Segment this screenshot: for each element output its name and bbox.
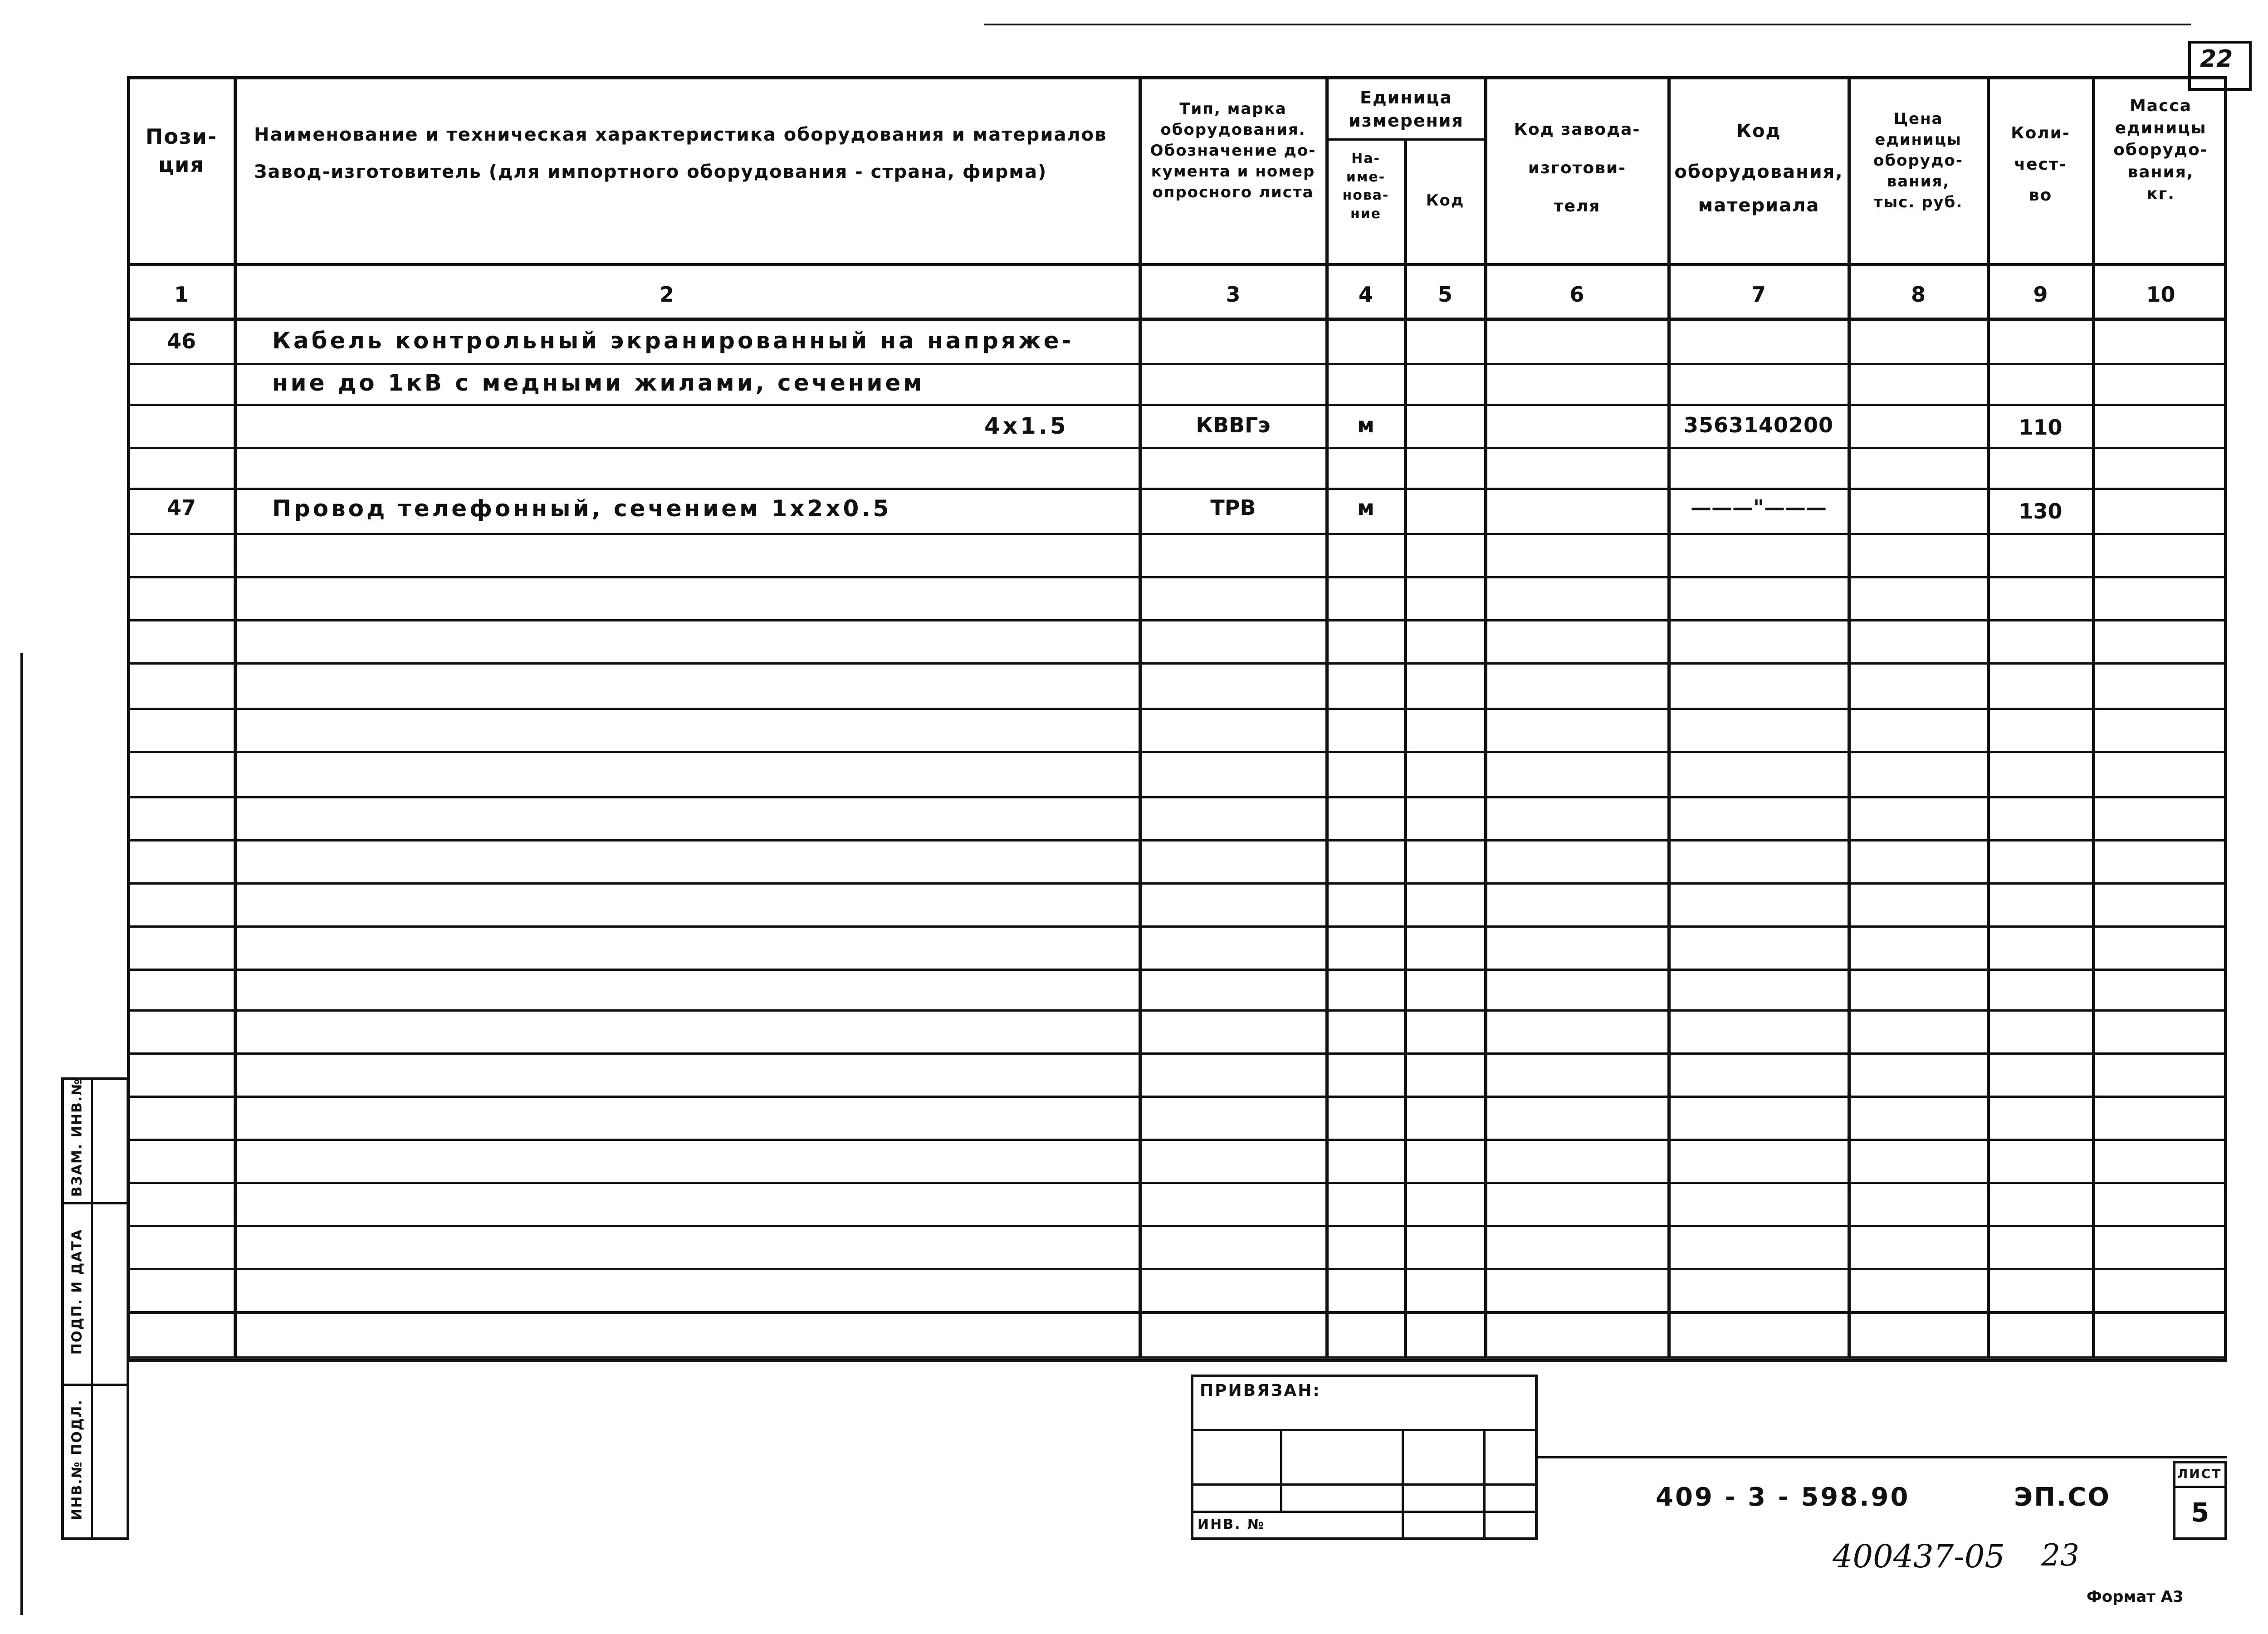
colnum-5: 5: [1437, 282, 1452, 307]
row-line: [127, 576, 2227, 578]
sheet-number: 5: [2191, 1497, 2211, 1528]
stamp-col: [1483, 1429, 1486, 1540]
stamp-col: [1280, 1429, 1282, 1511]
row-quantity: 110: [2019, 415, 2063, 440]
stamp-col: [1402, 1429, 1404, 1540]
row-line: [127, 796, 2227, 798]
stamp-line: [1191, 1483, 1538, 1486]
handwritten-number: 400437-05: [1833, 1538, 2005, 1575]
col-line-8: [1987, 76, 1990, 1358]
row-line: [127, 882, 2227, 885]
row-quantity: 130: [2019, 499, 2063, 523]
col-line-1: [234, 76, 237, 1358]
row-line: [127, 1052, 2227, 1055]
sheet-box-divider: [2173, 1486, 2227, 1488]
col-line-6: [1667, 76, 1671, 1358]
row-line: [127, 488, 2227, 490]
side-strip-line: [61, 1202, 129, 1204]
colnum-10: 10: [2146, 282, 2175, 307]
row-line: [127, 533, 2227, 535]
colnum-6: 6: [1569, 282, 1584, 307]
top-rule: [984, 24, 2191, 25]
col-line-4: [1404, 138, 1407, 1358]
unit-subheader-line: [1325, 138, 1486, 141]
row-line: [127, 1225, 2227, 1227]
row-name: Кабель контрольный экранированный на напряже-: [272, 328, 1074, 354]
header-unit-price: Цена единицы оборудо- вания, тыс. руб.: [1873, 110, 1963, 211]
row-line: [127, 839, 2227, 841]
attached-label: ПРИВЯЗАН:: [1200, 1381, 1321, 1400]
side-label-orig-inv: ИНВ.№ ПОДЛ.: [69, 1399, 85, 1520]
handwritten-page: 23: [2041, 1538, 2079, 1573]
colnum-8: 8: [1911, 282, 1926, 307]
row-equipment-code: 3563140200: [1683, 413, 1834, 437]
row-type: ТРВ: [1210, 495, 1256, 520]
specification-table-frame: [127, 76, 2227, 1362]
col-line-5: [1484, 76, 1487, 1358]
colnum-2: 2: [659, 282, 674, 307]
header-equipment-code: Код оборудования, материала: [1674, 121, 1843, 216]
header-name: Наименование и техническая характеристика оборудования и материалов Завод-изготовитель (для импортного оборудования - страна, фирма): [254, 124, 1107, 182]
header-unit-code: Код: [1426, 191, 1465, 210]
row-line: [127, 662, 2227, 665]
left-margin-line: [20, 653, 23, 1615]
side-strip-divider: [91, 1077, 93, 1540]
format-note: Формат А3: [2087, 1588, 2184, 1606]
colnum-3: 3: [1226, 282, 1241, 307]
row-line: [127, 1009, 2227, 1012]
row-position: 47: [166, 495, 196, 520]
row-name: ние до 1кВ с медными жилами, сечением: [272, 370, 925, 396]
col-line-3: [1325, 76, 1329, 1358]
stamp-line: [1191, 1511, 1538, 1513]
table-body-bottom-line: [127, 1311, 2227, 1314]
inv-label: ИНВ. №: [1198, 1517, 1266, 1532]
row-line: [127, 1356, 2227, 1359]
side-label-sign-date: ПОДП. И ДАТА: [69, 1228, 85, 1355]
document-code: 409 - 3 - 598.90: [1656, 1482, 1910, 1512]
sheet-label: ЛИСТ: [2177, 1466, 2222, 1481]
colnum-7: 7: [1751, 282, 1766, 307]
side-label-replaced-inv: ВЗАМ. ИНВ.№: [69, 1078, 85, 1197]
row-name-right: 4x1.5: [984, 413, 1069, 439]
stamp-line: [1191, 1429, 1538, 1431]
header-position: Пози- ция: [145, 124, 218, 177]
row-line: [127, 619, 2227, 621]
side-strip-line: [61, 1384, 129, 1386]
row-equipment-code: ———"———: [1691, 495, 1827, 520]
row-line: [127, 751, 2227, 753]
title-block-top: [1535, 1456, 2227, 1458]
row-position: 46: [166, 329, 196, 353]
header-quantity: Коли- чест- во: [2011, 124, 2070, 205]
col-line-9: [2092, 76, 2095, 1358]
row-unit: м: [1357, 413, 1374, 437]
header-unit: Единица измерения: [1349, 88, 1464, 131]
colnum-bottom-line: [127, 318, 2227, 321]
header-type: Тип, марка оборудования. Обозначение до- кумента и номер опросного листа: [1150, 100, 1316, 201]
row-line: [127, 363, 2227, 365]
row-line: [127, 708, 2227, 710]
col-line-2: [1139, 76, 1142, 1358]
row-line: [127, 1139, 2227, 1141]
document-mark: ЭП.СО: [2014, 1482, 2111, 1512]
row-unit: м: [1357, 495, 1374, 520]
colnum-1: 1: [174, 282, 189, 307]
row-line: [127, 447, 2227, 449]
col-line-7: [1848, 76, 1851, 1358]
row-name: Провод телефонный, сечением 1x2x0.5: [272, 495, 892, 522]
row-type: КВВГэ: [1196, 413, 1271, 437]
row-line: [127, 404, 2227, 406]
row-line: [127, 1268, 2227, 1270]
header-bottom-line: [127, 263, 2227, 266]
header-unit-name: На- име- нова- ние: [1342, 151, 1389, 222]
colnum-9: 9: [2033, 282, 2048, 307]
header-unit-mass: Масса единицы оборудо- вания, кг.: [2113, 97, 2208, 204]
row-line: [127, 1096, 2227, 1098]
row-line: [127, 925, 2227, 928]
row-line: [127, 969, 2227, 971]
corner-page-number: 22: [2200, 45, 2233, 73]
header-manufacturer-code: Код завода- изготови- теля: [1514, 120, 1641, 216]
row-line: [127, 1182, 2227, 1184]
colnum-4: 4: [1358, 282, 1373, 307]
